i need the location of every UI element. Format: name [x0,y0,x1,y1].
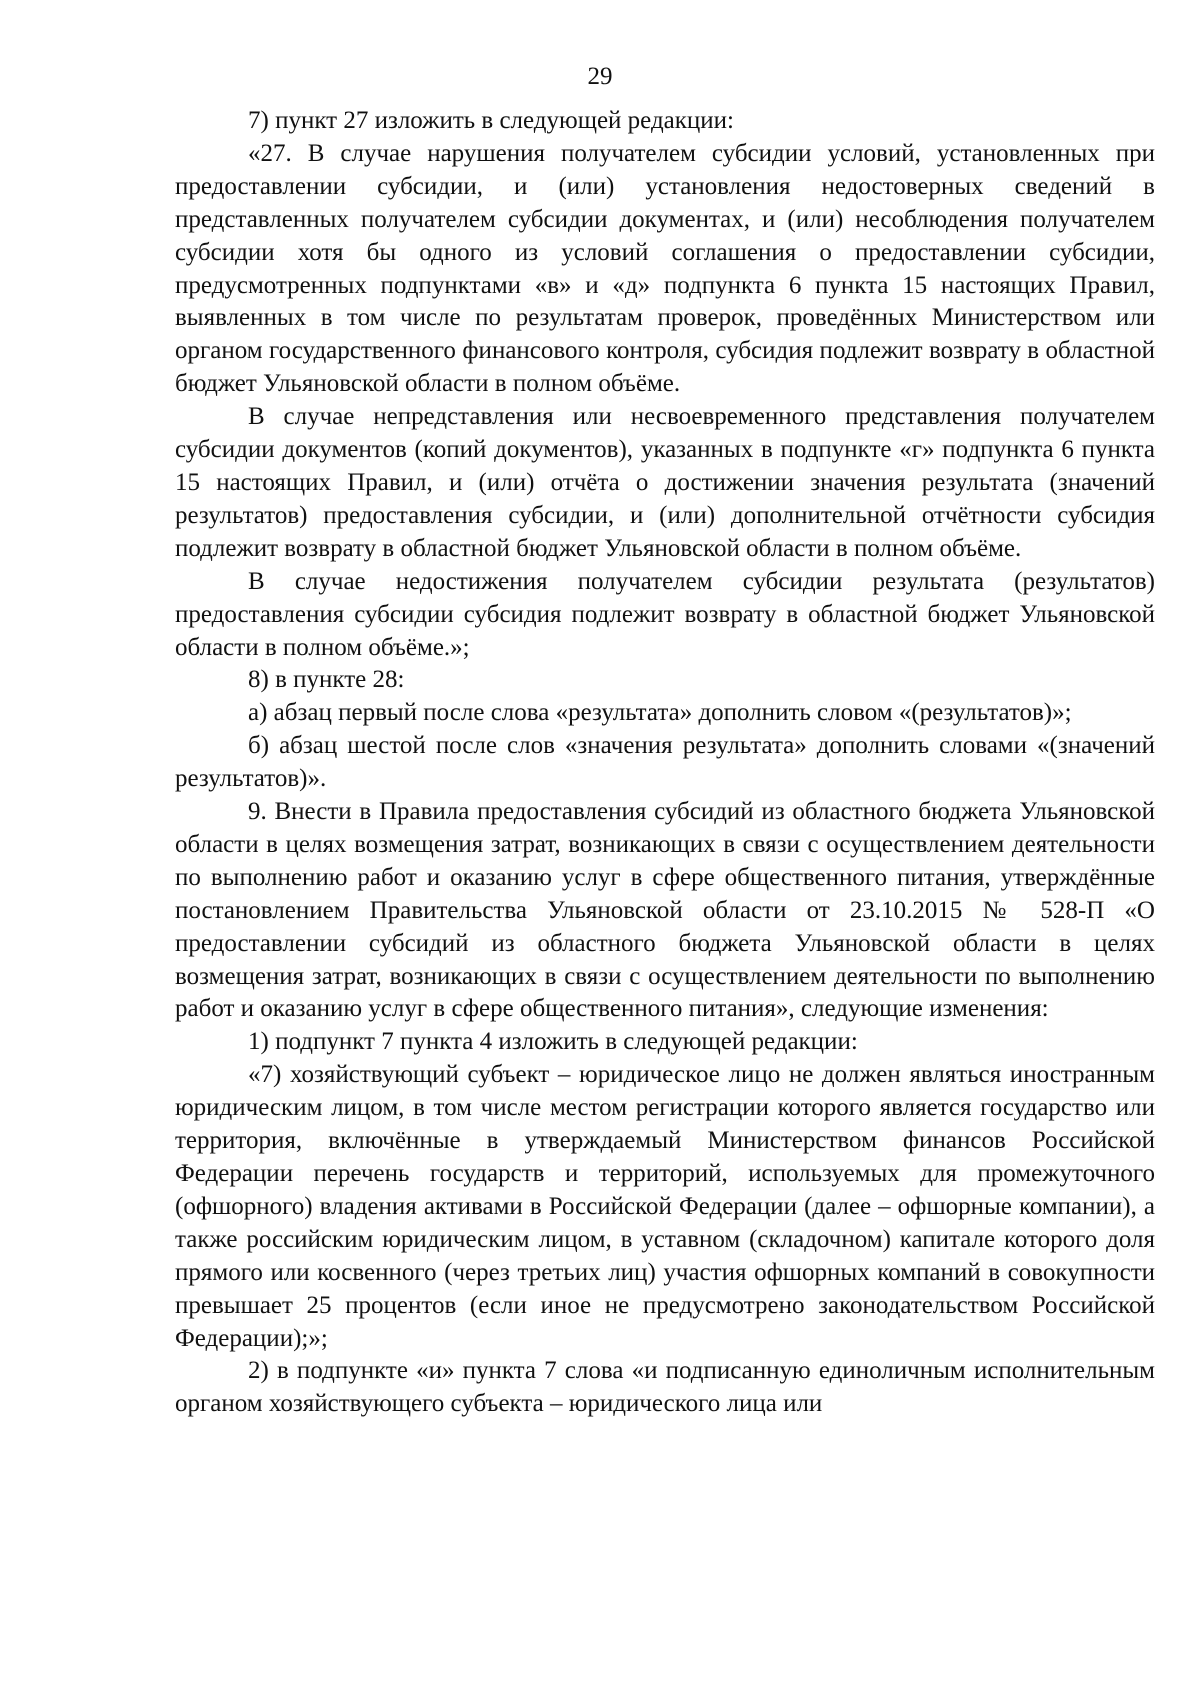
paragraph: 7) пункт 27 изложить в следующей редакции: [248,107,734,134]
paragraph: «27. В случае нарушения получателем субсидии условий, установленных при предоставлении субсидии, и (или) установления недостоверных сведений в представленных получателем субсидии документах, и (или) несоблюдения получателем субсидии хотя бы одного из условий соглашения о предоставлении субсидии, предусмотренных подпунктами «в» и «д» подпункта 6 пункта 15 настоящих Правил, выявленных в том числе по результатам проверок, проведённых Министерством или органом государственного финансового контроля, субсидия подлежит возврату в областной бюджет Ульяновской области в полном объёме. [175,139,1155,398]
paragraph: В случае недостижения получателем субсидии результата (результатов) предоставления субсидии субсидия подлежит возврату в областной бюджет Ульяновской области в полном объёме.»; [175,567,1155,661]
paragraph: 8) в пункте 28: [248,666,405,694]
paragraph: б) абзац шестой после слов «значения результата» дополнить словами «(значений результатов)». [175,732,1155,793]
paragraph: В случае непредставления или несвоевременного представления получателем субсидии документов (копий документов), указанных в подпункте «г» подпункта 6 пункта 15 настоящих Правил, и (или) отчёта о достижении значения результата (значений результатов) предоставления субсидии, и (или) дополнительной отчётности субсидия подлежит возврату в областной бюджет Ульяновской области в полном объёме. [175,403,1155,562]
paragraph: 9. Внести в Правила предоставления субсидий из областного бюджета Ульяновской области в целях возмещения затрат, возникающих в связи с осуществлением деятельности по выполнению работ и оказанию услуг в сфере общественного питания, утверждённые постановлением Правительства Ульяновской области от 23.10.2015 № 528-П «О предоставлении субсидий из областного бюджета Ульяновской области в целях возмещения затрат, возникающих в связи с осуществлением деятельности по выполнению работ и оказанию услуг в сфере общественного питания», следующие изменения: [175,798,1155,1023]
document-body [175,105,1155,1421]
paragraph: 2) в подпункте «и» пункта 7 слова «и подписанную единоличным исполнительным органом хозяйствующего субъекта – юридического лица или [175,1357,1155,1418]
page-number: 29 [587,63,613,90]
paragraph: 1) подпункт 7 пункта 4 изложить в следующей редакции: [248,1028,858,1056]
paragraph: «7) хозяйствующий субъект – юридическое лицо не должен являться иностранным юридическим лицом, в том числе местом регистрации которого является государство или территория, включённые в утверждаемый Министерством финансов Российской Федерации перечень государств и территорий, используемых для промежуточного (офшорного) владения активами в Российской Федерации (далее – офшорные компании), а также российским юридическим лицом, в уставном (складочном) капитале которого доля прямого или косвенного (через третьих лиц) участия офшорных компаний в совокупности превышает 25 процентов (если иное не предусмотрено законодательством Российской Федерации);»; [175,1061,1155,1352]
paragraph: а) абзац первый после слова «результата» дополнить словом «(результатов)»; [248,699,1072,727]
